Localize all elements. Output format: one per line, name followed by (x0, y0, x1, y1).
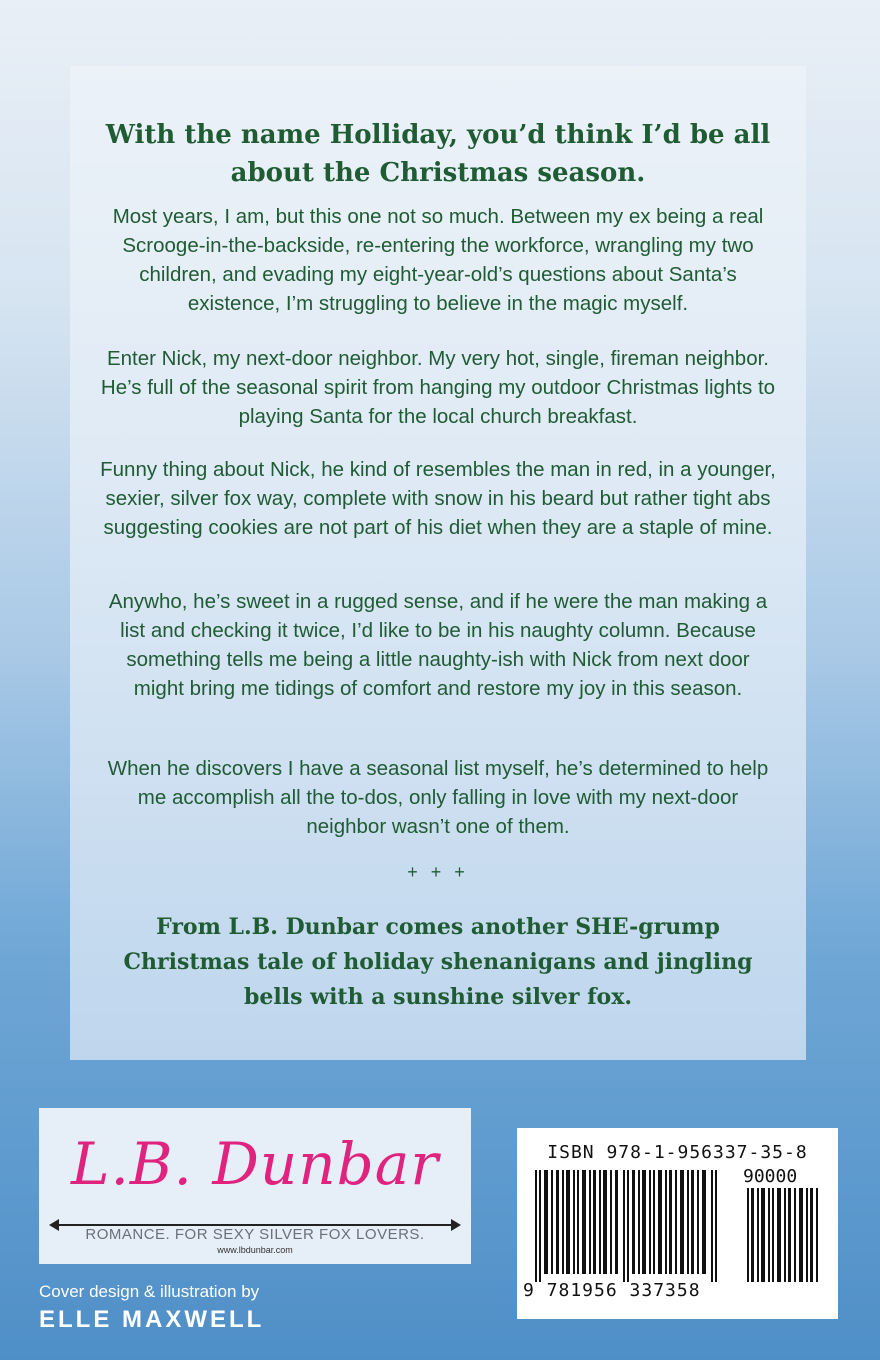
ean-barcode-bars (531, 1170, 731, 1282)
blurb-paragraph-1: Most years, I am, but this one not so much. Between my ex being a real Scrooge-in-the-backside, re-entering the workforce, wrangling my two children, and evading my eight-year-old’s questions about Santa’s existence, I’m struggling to believe in the magic myself. (112, 205, 764, 315)
blurb-paragraph-5: When he discovers I have a seasonal list myself, he’s determined to help me accomplish all the to-dos, only falling in love with my next-door neighbor wasn’t one of them. (107, 757, 769, 838)
logo-url: www.lbdunbar.com (217, 1245, 293, 1255)
cover-credit-name: ELLE MAXWELL (39, 1306, 265, 1333)
blurb-paragraph-2: Enter Nick, my next-door neighbor. My very hot, single, fireman neighbor. He’s full of the seasonal spirit from hanging my outdoor Christmas lights to playing Santa for the local church breakfast. (100, 347, 776, 428)
ean-digits: 9 781956 337358 (523, 1280, 701, 1301)
logo-author-name: L.B. Dunbar (70, 1130, 440, 1198)
isbn-number: ISBN 978-1-956337-35-8 (547, 1142, 808, 1163)
blurb-paragraph-4: Anywho, he’s sweet in a rugged sense, and if he were the man making a list and checking it twice, I’d like to be in his naughty column. Because something tells me being a little naughty-ish with Nick from next door might bring me tidings of comfort and restore my joy in this season. (108, 590, 768, 700)
logo-slogan: ROMANCE. FOR SEXY SILVER FOX LOVERS. (85, 1226, 425, 1243)
cover-credit-label: Cover design & illustration by (39, 1282, 260, 1301)
blurb-headline: With the name Holliday, you’d think I’d be all about the Christmas season. (105, 120, 771, 188)
section-separator: + + + (407, 862, 469, 882)
blurb-paragraph-3: Funny thing about Nick, he kind of resembles the man in red, in a younger, sexier, silver fox way, complete with snow in his beard but rather tight abs suggesting cookies are not part of his diet when they are a staple of mine. (100, 458, 776, 539)
isbn-barcode (517, 1128, 838, 1319)
blurb-tagline: From L.B. Dunbar comes another SHE-grump Christmas tale of holiday shenanigans and jingling bells with a sunshine silver fox. (123, 914, 753, 1010)
price-barcode-bars (745, 1188, 825, 1282)
price-code: 90000 (743, 1166, 798, 1187)
